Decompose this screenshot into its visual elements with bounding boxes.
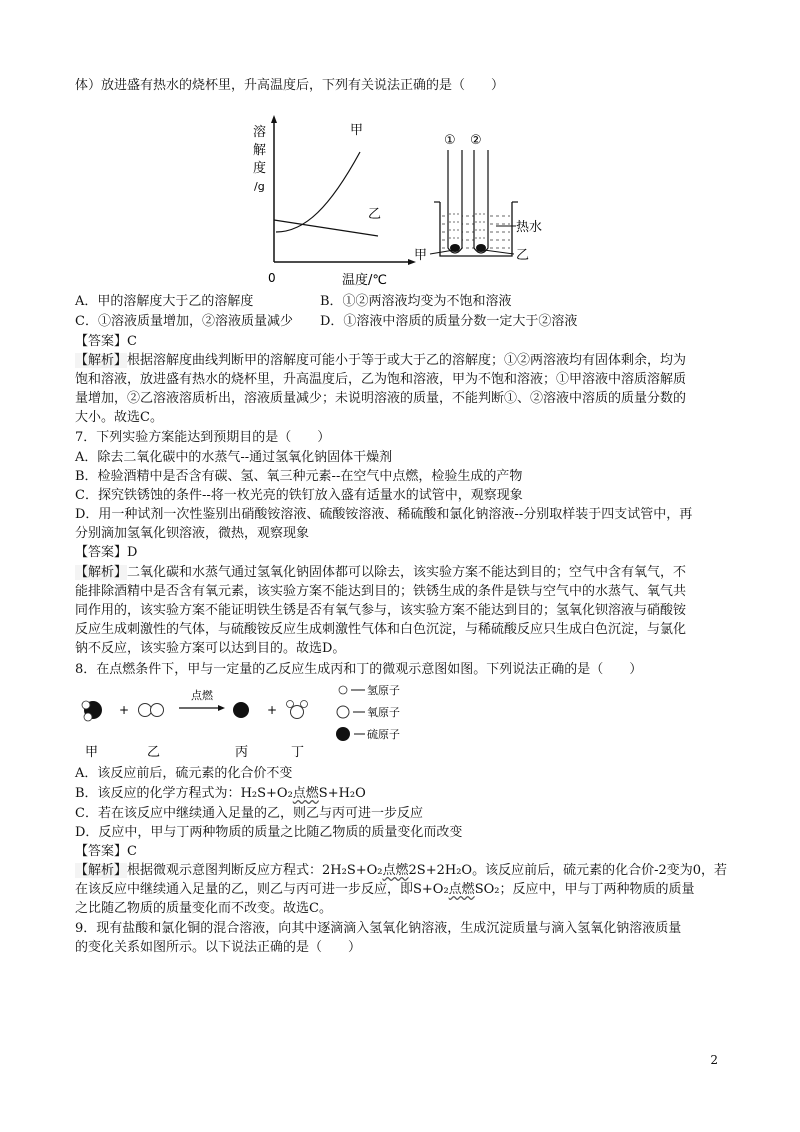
q8-option-d: D．反应中，甲与丁两种物质的质量之比随乙物质的质量变化而改变	[75, 825, 463, 840]
beaker-right-label: 乙	[516, 248, 530, 263]
tube-2-label: ②	[470, 133, 482, 148]
q8-option-b: B．该反应的化学方程式为：H₂S+O₂点燃S+H₂O	[75, 786, 366, 801]
answer-label: 【答案】	[75, 334, 128, 349]
tube-1-label: ①	[444, 133, 456, 148]
q6-option-b: B．①②两溶液均变为不饱和溶液	[320, 294, 512, 309]
q7-stem: 7．下列实验方案能达到预期目的是（ ）	[75, 430, 331, 445]
q7-option-d-1: D．用一种试剂一次性鉴别出硝酸铵溶液、硫酸铵溶液、稀硫酸和氯化钠溶液--分别取样装于四支试管中，再	[75, 507, 693, 522]
page-number: 2	[710, 1053, 718, 1067]
q7-option-b: B．检验酒精中是否含有碳、氢、氧三种元素--在空气中点燃，检验生成的产物	[75, 469, 523, 484]
q8-option-c: C．若在该反应中继续通入足量的乙，则乙与丙可进一步反应	[75, 806, 423, 821]
y-label-1: 溶	[253, 125, 267, 140]
q8-analysis-line-1: 【解析】根据微观示意图判断反应方程式：2H₂S+O₂点燃2S+2H₂O。该反应前后，硫元素的化合价-2变为0，若	[75, 863, 728, 878]
q7-answer: 【答案】D	[75, 545, 138, 560]
q8-analysis-line-2: 在该反应中继续通入足量的乙，则乙与丙可进一步反应，即S+O₂点燃SO₂；反应中，甲与丁两种物质的质量	[75, 882, 695, 897]
y-label-4: /g	[254, 180, 265, 193]
q7-option-d-2: 分别滴加氢氧化钡溶液，微热，观察现象	[75, 526, 310, 541]
label-jia: 甲	[85, 745, 99, 760]
curve-jia	[276, 152, 360, 232]
curve-a-label: 甲	[350, 123, 364, 138]
analysis-label: 【解析】	[75, 353, 128, 368]
q6-analysis-line-2: 饱和溶液，放进盛有热水的烧杯里，升高温度后，乙为饱和溶液，甲为不饱和溶液；①甲溶液中溶质溶解质	[75, 372, 687, 387]
q6-option-c: C．①溶液质量增加，②溶液质量减少	[75, 314, 293, 329]
q7-option-c: C．探究铁锈蚀的条件--将一枚光亮的铁钉放入盛有适量水的试管中，观察现象	[75, 488, 523, 503]
q7-analysis-line-4: 反应生成刺激性的气体，与硫酸铵反应生成刺激性气体和白色沉淀，与稀硫酸反应只生成白色沉淀，与氯化	[75, 622, 687, 637]
y-label-2: 解	[253, 143, 267, 158]
curve-b-label: 乙	[368, 207, 382, 222]
origin-label: 0	[268, 271, 276, 285]
q8-analysis-line-3: 之比随乙物质的质量变化而不改变。故选C。	[75, 901, 332, 916]
label-ding: 丁	[291, 745, 305, 760]
svg-text:+: +	[119, 703, 130, 717]
beaker-left-label: 甲	[414, 248, 428, 263]
q8-option-a: A．该反应前后，硫元素的化合价不变	[75, 766, 293, 781]
answer-value: C	[127, 334, 137, 349]
q7-analysis-line-1: 【解析】二氧化碳和水蒸气通过氢氧化钠固体都可以除去，该实验方案不能达到目的；空气中含有氧气，不	[75, 565, 687, 580]
q8-stem: 8．在点燃条件下，甲与一定量的乙反应生成丙和丁的微观示意图如图。下列说法正确的是（ ）	[75, 662, 643, 677]
q8-answer: 【答案】C	[75, 844, 137, 859]
legend-hydrogen: 氢原子	[367, 684, 400, 697]
q6-option-d: D．①溶液中溶质的质量分数一定大于②溶液	[320, 314, 578, 329]
q6-answer	[75, 333, 137, 351]
legend-sulfur: 硫原子	[367, 728, 400, 741]
q6-option-a: A．甲的溶解度大于乙的溶解度	[75, 294, 254, 309]
beaker-diagram	[412, 130, 542, 270]
solubility-graph	[250, 112, 420, 290]
condition-label: 点燃	[191, 689, 213, 702]
q9-stem-line-2: 的变化关系如图所示。以下说法正确的是（ ）	[75, 940, 362, 955]
q7-analysis-line-5: 钠不反应，该实验方案可以达到目的。故选D。	[75, 641, 346, 656]
q7-analysis-line-2: 能排除酒精中是否含有氧元素，该实验方案不能达到目的；铁锈生成的条件是铁与空气中的水蒸气、氧气共	[75, 584, 687, 599]
x-axis-label: 温度/℃	[342, 273, 387, 288]
label-bing: 丙	[235, 745, 249, 760]
q7-option-a: A．除去二氧化碳中的水蒸气--通过氢氧化钠固体干燥剂	[75, 450, 393, 465]
q9-stem-line-1: 9．现有盐酸和氯化铜的混合溶液，向其中逐滴滴入氢氧化钠溶液，生成沉淀质量与滴入氢氧化钠溶液质量	[75, 921, 682, 936]
y-label-3: 度	[253, 161, 267, 176]
q7-analysis-line-3: 同作用的，该实验方案不能证明铁生锈是否有氧气参与，该实验方案不能达到目的；氢氧化钡溶液与硝酸铵	[75, 603, 687, 618]
legend-oxygen: 氧原子	[367, 706, 400, 719]
reaction-diagram	[75, 684, 455, 764]
curve-yi	[274, 220, 378, 236]
svg-text:+: +	[267, 703, 278, 717]
q6-analysis-line-3: 量增加，②乙溶液溶质析出，溶液质量减少；未说明溶液的质量，不能判断①、②溶液中溶质的质量分数的	[75, 391, 687, 406]
q6-analysis-line-1: 【解析】根据溶解度曲线判断甲的溶解度可能小于等于或大于乙的溶解度；①②两溶液均有固体剩余，均为	[75, 353, 687, 368]
label-yi: 乙	[147, 745, 161, 760]
q6-analysis-line-4: 大小。故选C。	[75, 410, 163, 425]
hot-water-label: 热水	[516, 220, 542, 235]
q6-stem-tail: 体）放进盛有热水的烧杯里，升高温度后，下列有关说法正确的是（ ）	[75, 78, 505, 93]
